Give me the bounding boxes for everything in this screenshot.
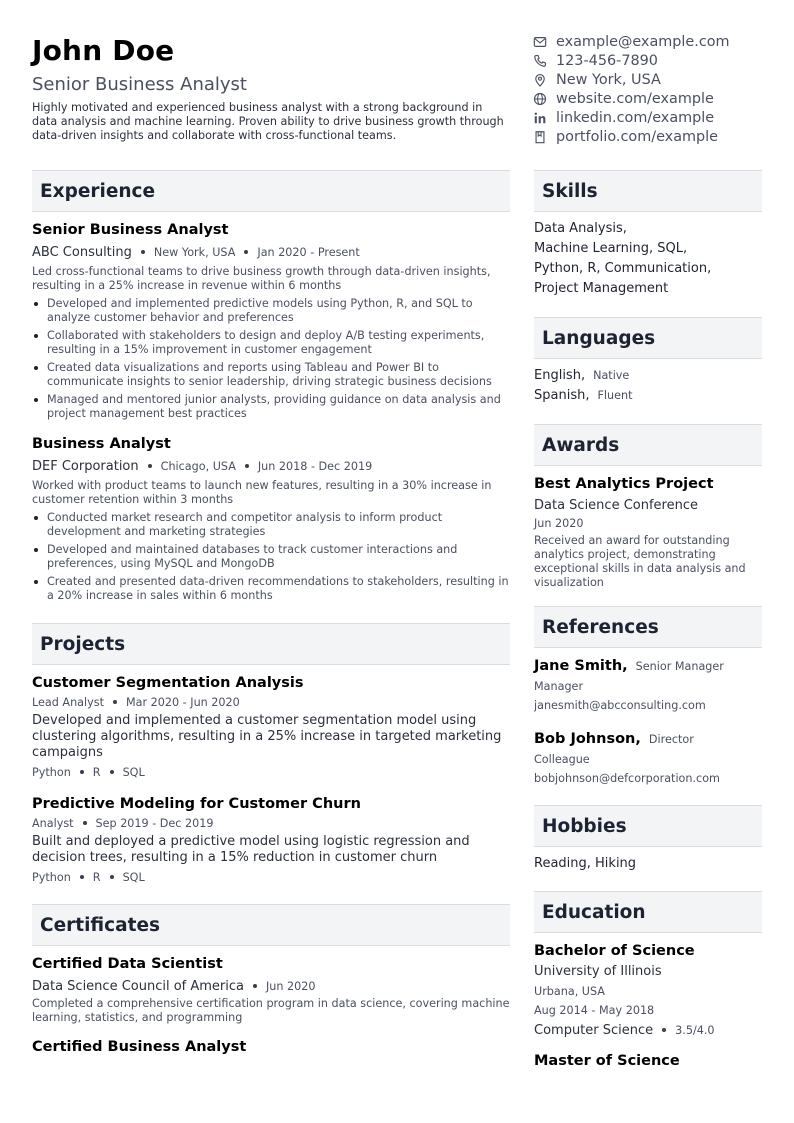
award-issuer: Data Science Conference xyxy=(534,498,698,513)
reference-relation: Manager xyxy=(534,680,584,693)
awards-section-header: Awards xyxy=(534,424,762,466)
candidate-name: John Doe xyxy=(32,34,175,67)
school-location: Urbana, USA xyxy=(534,985,605,998)
languages-section-header: Languages xyxy=(534,317,762,359)
list-item: English, Native xyxy=(534,368,630,383)
project-description: Built and deployed a predictive model using logistic regression and decision trees, resulting in a 15% reduction in customer churn xyxy=(32,834,470,865)
reference-email[interactable]: janesmith@abcconsulting.com xyxy=(534,699,706,712)
job-title: Senior Business Analyst xyxy=(32,222,229,238)
experience-section-header: Experience xyxy=(32,170,510,212)
reference-relation: Colleague xyxy=(534,753,590,766)
bookmark-icon xyxy=(533,130,547,144)
job-title: Business Analyst xyxy=(32,436,171,452)
project-title: Predictive Modeling for Customer Churn xyxy=(32,796,361,812)
list-item: Developed and maintained databases to track customer interactions and preferences, using MySQL and MongoDB xyxy=(32,543,510,571)
job-bullets xyxy=(32,297,510,421)
candidate-title: Senior Business Analyst xyxy=(32,74,247,95)
list-item: Created and presented data-driven recommendations to stakeholders, resulting in a 20% increase in sales within 6 months xyxy=(32,575,510,603)
list-item: Conducted market research and competitor analysis to inform product development and marketing strategies xyxy=(32,511,510,539)
education-item xyxy=(534,1052,762,1070)
education-section-header: Education xyxy=(534,891,762,933)
experience-item xyxy=(32,435,510,603)
education-field: Computer Science 3.5/4.0 xyxy=(534,1022,715,1038)
phone-icon xyxy=(533,54,547,68)
education-item xyxy=(534,942,762,1040)
education-dates: Aug 2014 - May 2018 xyxy=(534,1004,655,1017)
skills-section-header: Skills xyxy=(534,170,762,212)
award-title: Best Analytics Project xyxy=(534,476,714,492)
languages-list xyxy=(534,366,762,406)
projects-section-header: Projects xyxy=(32,623,510,665)
award-date: Jun 2020 xyxy=(534,517,584,530)
degree: Master of Science xyxy=(534,1053,680,1069)
job-summary: Worked with product teams to launch new features, resulting in a 30% increase in customer retention within 3 months xyxy=(32,479,492,506)
award-description: Received an award for outstanding analytics project, demonstrating exceptional skills in data analysis and visualization xyxy=(534,534,746,589)
hobbies-list: Reading, Hiking xyxy=(534,856,637,871)
certificate-title: Certified Business Analyst xyxy=(32,1039,247,1055)
certificate-description: Completed a comprehensive certification program in data science, covering machine learning, statistics, and programming xyxy=(32,997,510,1024)
globe-icon xyxy=(533,92,547,106)
profile-summary: Highly motivated and experienced business analyst with a strong background in data analysis and machine learning. Proven ability to drive business growth through data-driven insights and collaborate with cross-functional teams. xyxy=(32,101,504,143)
project-description: Developed and implemented a customer segmentation model using clustering algorithms, resulting in a 25% increase in targeted marketing campaigns xyxy=(32,713,502,760)
contact-list xyxy=(533,32,773,146)
certificates-section-header: Certificates xyxy=(32,904,510,946)
project-tags: Python R SQL xyxy=(32,870,145,884)
project-item xyxy=(32,674,510,780)
project-tags: Python R SQL xyxy=(32,765,145,779)
project-meta: Analyst Sep 2019 - Dec 2019 xyxy=(32,816,214,830)
header xyxy=(32,34,510,144)
email-icon xyxy=(533,35,547,49)
contact-linkedin[interactable]: linkedin.com/example xyxy=(533,108,773,127)
job-bullets xyxy=(32,511,510,603)
project-title: Customer Segmentation Analysis xyxy=(32,675,304,691)
contact-email[interactable]: example@example.com xyxy=(533,32,773,51)
contact-website[interactable]: website.com/example xyxy=(533,89,773,108)
experience-item xyxy=(32,221,510,421)
sidebar-column xyxy=(534,170,762,1070)
main-column xyxy=(32,170,510,1056)
reference-position: Senior Manager xyxy=(635,660,724,673)
project-meta: Lead Analyst Mar 2020 - Jun 2020 xyxy=(32,695,240,709)
list-item: Collaborated with stakeholders to design and deploy A/B testing experiments, resulting in a 15% improvement in customer engagement xyxy=(32,329,510,357)
list-item: Managed and mentored junior analysts, providing guidance on data analysis and project management best practices xyxy=(32,393,510,421)
reference-name: Jane Smith, xyxy=(534,658,628,674)
job-summary: Led cross-functional teams to drive business growth through data-driven insights, resulting in a 25% increase in revenue within 6 months xyxy=(32,265,491,292)
list-item: Spanish, Fluent xyxy=(534,388,633,403)
reference-name: Bob Johnson, xyxy=(534,731,641,747)
job-meta: DEF Corporation Chicago, USA Jun 2018 - Dec 2019 xyxy=(32,458,373,474)
references-section-header: References xyxy=(534,606,762,648)
map-pin-icon xyxy=(533,73,547,87)
contact-portfolio[interactable]: portfolio.com/example xyxy=(533,127,773,146)
reference-position: Director xyxy=(648,733,694,746)
hobbies-section-header: Hobbies xyxy=(534,805,762,847)
certificate-title: Certified Data Scientist xyxy=(32,956,223,972)
certificate-item xyxy=(32,1038,510,1056)
skills-list: Data Analysis, Machine Learning, SQL, Python, R, Communication, Project Management xyxy=(534,221,712,296)
degree: Bachelor of Science xyxy=(534,943,695,959)
certificate-meta: Data Science Council of America Jun 2020 xyxy=(32,978,316,994)
award-item xyxy=(534,475,762,590)
project-item xyxy=(32,795,510,885)
contact-location: New York, USA xyxy=(533,70,773,89)
job-meta: ABC Consulting New York, USA Jan 2020 - Present xyxy=(32,244,360,260)
school: University of Illinois xyxy=(534,964,662,979)
certificate-item xyxy=(32,955,510,1025)
linkedin-icon xyxy=(533,111,547,125)
list-item: Developed and implemented predictive models using Python, R, and SQL to analyze customer behavior and preferences xyxy=(32,297,510,325)
contact-phone[interactable]: 123-456-7890 xyxy=(533,51,773,70)
list-item: Created data visualizations and reports using Tableau and Power BI to communicate insights to senior leadership, driving strategic business decisions xyxy=(32,361,510,389)
reference-item xyxy=(534,656,762,715)
reference-item xyxy=(534,729,762,788)
reference-email[interactable]: bobjohnson@defcorporation.com xyxy=(534,772,720,785)
